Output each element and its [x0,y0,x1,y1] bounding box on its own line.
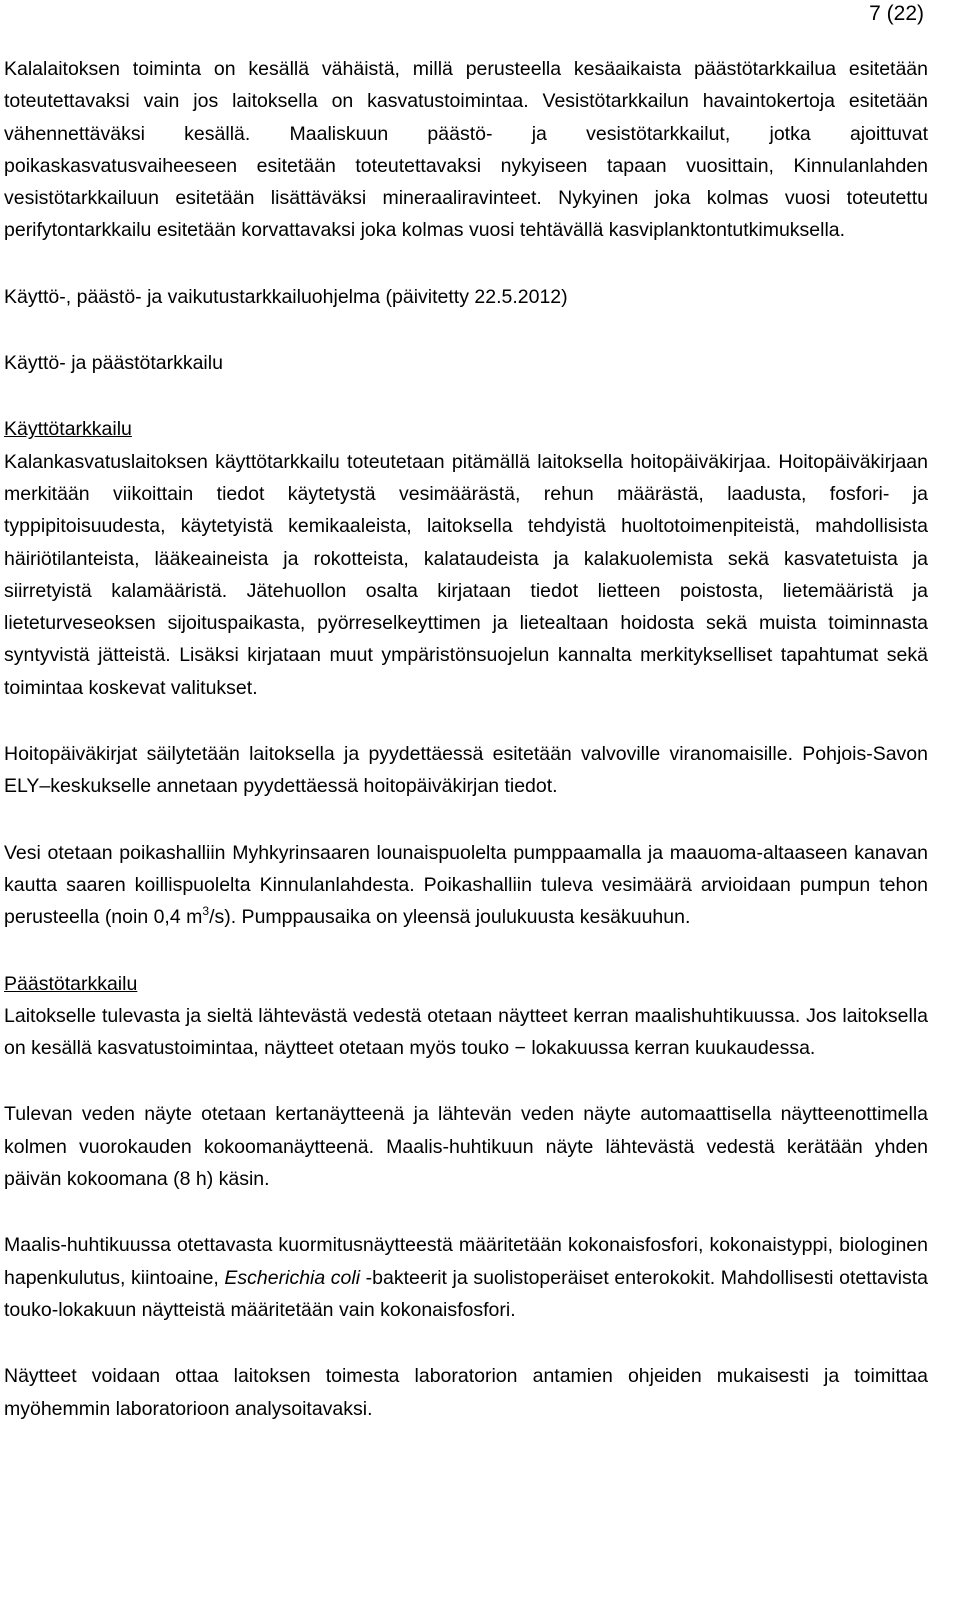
analysis-text-end: -bakteerit ja suolistoperäiset enterokokit. Mahdollisesti otettavista touko-lokakuun näytteistä määritetään vain kokonaisfosfori. [4,1266,928,1321]
program-heading: Käyttö-, päästö- ja vaikutustarkkailuohjelma (päivitetty 22.5.2012) [4,285,568,308]
analysis-paragraph [4,1229,928,1326]
samples-paragraph: Tulevan veden näyte otetaan kertanäytteenä ja lähtevän veden näyte automaattisella näytteenottimella kolmen vuorokauden kokoomanäytteenä. Maalis-huhtikuun näyte lähtevästä vedestä kerätään yhden päivän kokoomana (8 h) käsin. [4,1103,928,1191]
cubic-superscript: 3 [202,904,210,919]
emission-paragraph: Laitokselle tulevasta ja sieltä lähtevästä vedestä otetaan näytteet kerran maalishuhtikuussa. Jos laitoksella on kesällä kasvatustoimintaa, näytteet otetaan myös touko − lokakuussa kerran kuukaudessa. [4,1004,928,1060]
water-text-start: Vesi otetaan poikashalliin Myhkyrinsaaren lounaispuolelta pumppaamalla ja maauoma-altaaseen kanavan kautta saaren koillispuolelta Kinnulanlahdesta. Poikashalliin tuleva vesimäärä arvioidaan pumpun tehon perusteella (noin 0,4 m [4,841,928,929]
diary-paragraph: Hoitopäiväkirjat säilytetään laitoksella ja pyydettäessä esitetään valvoville viranomaisille. Pohjois-Savon ELY–keskukselle annetaan pyydettäessä hoitopäiväkirjan tiedot. [4,743,928,798]
water-text-end: /s). Pumppausaika on yleensä joulukuusta kesäkuuhun. [209,906,691,929]
species-name: Escherichia coli [224,1266,361,1289]
laboratory-paragraph: Näytteet voidaan ottaa laitoksen toimesta laboratorion antamien ohjeiden mukaisesti ja toimittaa myöhemmin laboratorioon analysoitavaksi. [4,1365,928,1420]
document-body [4,53,928,1425]
use-monitoring-paragraph: Kalankasvatuslaitoksen käyttötarkkailu toteutetaan pitämällä laitoksella hoitopäiväkirjaa. Hoitopäiväkirjaan merkitään viikoittain tiedot käytetystä vesimäärästä, rehun määrästä, laadusta, fosfori- ja typpipitoisuudesta, käytetyistä kemikaaleista, laitoksella tehdyistä huoltotoimenpiteistä, mahdollisista häiriötilanteista, lääkeaineista ja rokotteista, kalataudeista ja kalakuolemista sekä kasvatetuista ja siirretyistä kalamääristä. Jätehuollon osalta kirjataan tiedot lietteen poistosta, lietemääristä ja lieteturveseoksen sijoituspaikasta, pyörreselkeyttimen ja lietealtaan hoidosta sekä muista toiminnasta syntyvistä jätteistä. Lisäksi kirjataan muut ympäristönsuojelun kannalta merkitykselliset tapahtumat sekä toimintaa koskevat valitukset. [4,450,928,699]
intro-paragraph: Kalalaitoksen toiminta on kesällä vähäistä, millä perusteella kesäaikaista päästötarkkailua esitetään toteutettavaksi vain jos laitoksella on kasvatustoimintaa. Vesistötarkkailun havaintokertoja esitetään vähennettäväksi kesällä. Maaliskuun päästö- ja vesistötarkkailut, jotka ajoittuvat poikaskasvatusvaiheeseen esitetään toteutettavaksi nykyiseen tapaan vuosittain, Kinnulanlahden vesistötarkkailuun esitetään lisättäväksi mineraaliravinteet. Nykyinen joka kolmas vuosi toteutettu perifytontarkkailu esitetään korvattavaksi joka kolmas vuosi tehtävällä kasviplanktontutkimuksella. [4,58,928,242]
water-intake-paragraph [4,837,928,934]
use-emission-heading: Käyttö- ja päästötarkkailu [4,352,223,375]
emission-monitoring-heading: Päästötarkkailu [4,972,138,995]
page-number: 7 (22) [869,2,924,25]
analysis-text-start: Maalis-huhtikuussa otettavasta kuormitusnäytteestä määritetään kokonaisfosfori, kokonaistyppi, biologinen hapenkulutus, kiintoaine, [4,1234,928,1289]
use-monitoring-heading: Käyttötarkkailu [4,418,132,441]
